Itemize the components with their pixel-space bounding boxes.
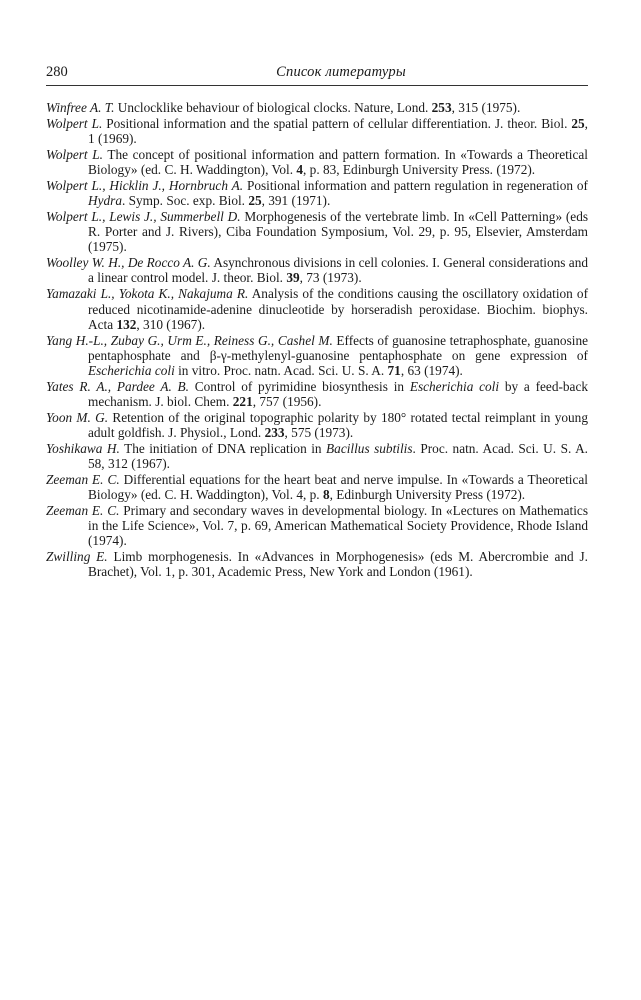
reference-text-mid: in vitro. Proc. natn. Acad. Sci. U. S. A. xyxy=(174,362,388,378)
reference-authors: Yang H.-L., Zubay G., Urm E., Reiness G., Cashel M. xyxy=(46,332,333,348)
reference-text: The concept of positional information and pattern formation. In «Towards a Theoretical Biology» (ed. C. H. Waddington), Vol. xyxy=(88,147,588,178)
reference-authors: Wolpert L., Lewis J., Summerbell D. xyxy=(46,209,241,225)
reference-text: Limb morphogenesis. In «Advances in Morphogenesis» (eds M. Abercrombie and J. Brachet), Vol. 1, p. 301, Academic Press, New York and London (1961). xyxy=(88,549,589,580)
reference-volume: 4 xyxy=(296,162,304,178)
reference-authors: Wolpert L. xyxy=(46,115,103,131)
reference-tail: , 1 (1969). xyxy=(88,115,588,147)
running-head xyxy=(46,62,586,82)
reference-text: Differential equations for the heart beat and nerve impulse. In «Towards a Theoretical Biology» (ed. C. H. Waddington), Vol. 4, p. xyxy=(88,472,588,503)
reference-italic: Escherichia coli xyxy=(88,362,175,378)
reference-authors: Yamazaki L., Yokota K., Nakajuma R. xyxy=(46,286,249,302)
reference-entry xyxy=(46,209,588,254)
reference-volume: 71 xyxy=(387,362,401,378)
header-rule xyxy=(46,85,588,86)
reference-text: Effects of guanosine tetraphosphate, guanosine pentaphosphate and β-γ-methylenyl-guanosine pentaphosphate on gene expression of xyxy=(88,332,588,363)
reference-volume: 253 xyxy=(431,100,452,115)
reference-entry xyxy=(46,549,588,579)
reference-list xyxy=(46,100,588,580)
reference-entry xyxy=(46,255,588,285)
reference-text-mid: by a feed-back mechanism. J. biol. Chem. xyxy=(88,378,588,409)
reference-entry xyxy=(46,286,588,331)
reference-tail: , 315 (1975). xyxy=(451,100,521,115)
reference-text: Positional information and pattern regulation in regeneration of xyxy=(243,178,588,194)
reference-tail: , 575 (1973). xyxy=(284,424,354,440)
reference-entry xyxy=(46,472,588,502)
reference-text-mid: . Symp. Soc. exp. Biol. xyxy=(121,193,249,209)
reference-authors: Winfree A. T. xyxy=(46,100,115,115)
reference-text: Asynchronous divisions in cell colonies. I. General considerations and a linear control model. J. theor. Biol. xyxy=(88,255,588,286)
reference-entry xyxy=(46,410,588,440)
reference-authors: Zeeman E. C. xyxy=(46,472,120,488)
reference-tail: , 310 (1967). xyxy=(136,316,206,332)
reference-volume: 25 xyxy=(248,193,262,209)
reference-volume: 221 xyxy=(232,393,253,409)
section-title: Список литературы xyxy=(276,64,406,80)
reference-tail: , Edinburgh University Press (1972). xyxy=(329,487,526,503)
reference-italic: Bacillus subtilis xyxy=(326,440,413,456)
reference-text: Morphogenesis of the vertebrate limb. In «Cell Patterning» (eds R. Porter and J. Rivers), Ciba Foundation Symposium, Vol. 29, p. 95, Elsevier, Amsterdam (1975). xyxy=(88,209,589,255)
reference-authors: Zeeman E. C. xyxy=(46,503,120,519)
reference-text-mid: . Proc. natn. Acad. Sci. U. S. A. 58, 312 (1967). xyxy=(88,440,588,472)
reference-text: The initiation of DNA replication in xyxy=(119,440,327,456)
reference-volume: 132 xyxy=(116,316,137,332)
reference-entry xyxy=(46,178,588,208)
reference-entry xyxy=(46,100,588,115)
reference-entry xyxy=(46,441,588,471)
reference-volume: 25 xyxy=(571,115,585,131)
reference-text: Control of pyrimidine biosynthesis in xyxy=(189,378,410,394)
reference-entry xyxy=(46,379,588,409)
reference-volume: 233 xyxy=(264,424,285,440)
reference-text: Positional information and the spatial pattern of cellular differentiation. J. theor. Biol. xyxy=(102,115,572,131)
reference-entry xyxy=(46,503,588,548)
reference-entry xyxy=(46,147,588,177)
reference-tail: , 63 (1974). xyxy=(400,362,463,378)
reference-tail: , 757 (1956). xyxy=(252,393,322,409)
reference-authors: Yoshikawa H. xyxy=(46,440,120,456)
reference-text: Unclocklike behaviour of biological clocks. Nature, Lond. xyxy=(114,100,432,115)
reference-authors: Wolpert L., Hicklin J., Hornbruch A. xyxy=(46,178,244,194)
reference-volume: 39 xyxy=(286,270,300,286)
reference-authors: Zwilling E. xyxy=(46,549,108,565)
reference-italic: Hydra xyxy=(88,193,122,209)
reference-volume: 8 xyxy=(322,487,330,503)
reference-authors: Yates R. A., Pardee A. B. xyxy=(46,378,190,394)
reference-entry xyxy=(46,333,588,378)
reference-text: Retention of the original topographic polarity by 180° rotated tectal reimplant in young adult goldfish. J. Physiol., Lond. xyxy=(88,409,588,440)
reference-tail: , 73 (1973). xyxy=(299,270,362,286)
reference-authors: Wolpert L. xyxy=(46,147,103,163)
reference-text: Primary and secondary waves in developmental biology. In «Lectures on Mathematics in the Life Science», Vol. 7, p. 69, American Mathematical Society Providence, Rhode Island (1974). xyxy=(88,503,588,549)
reference-entry xyxy=(46,116,588,146)
reference-authors: Yoon M. G. xyxy=(46,409,109,425)
reference-text: Analysis of the conditions causing the oscillatory oxidation of reduced nicotinamide-adenine dinucleotide by horseradish peroxidase. Biochim. biophys. Acta xyxy=(88,286,588,332)
reference-tail: , p. 83, Edinburgh University Press. (1972). xyxy=(303,162,536,178)
reference-authors: Woolley W. H., De Rocco A. G. xyxy=(46,255,211,271)
reference-italic: Escherichia coli xyxy=(409,378,500,394)
reference-tail: , 391 (1971). xyxy=(261,193,331,209)
page-number: 280 xyxy=(46,64,68,80)
